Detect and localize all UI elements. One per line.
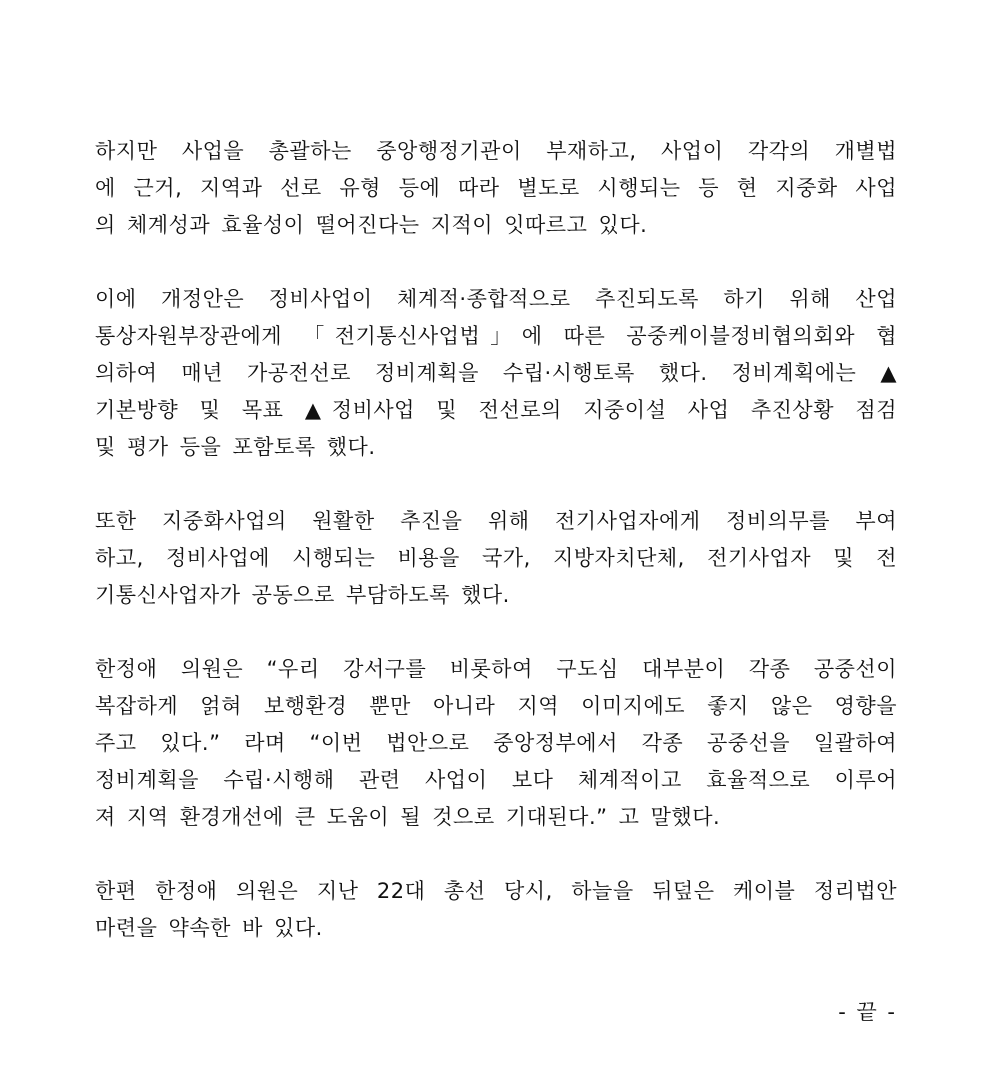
paragraph-line: 의 체계성과 효율성이 떨어진다는 지적이 잇따르고 있다.	[95, 213, 648, 237]
paragraph-line: 이에 개정안은 정비사업이 체계적·종합적으로 추진되도록 하기 위해 산업	[95, 287, 897, 311]
paragraph-line: 또한 지중화사업의 원활한 추진을 위해 전기사업자에게 정비의무를 부여	[95, 509, 897, 533]
end-mark: - 끝 -	[838, 1000, 897, 1024]
paragraph-2	[95, 281, 897, 466]
paragraph-line: 마련을 약속한 바 있다.	[95, 916, 323, 940]
paragraph-5	[95, 873, 897, 947]
paragraph-line: 하고, 정비사업에 시행되는 비용을 국가, 지방자치단체, 전기사업자 및 전	[95, 546, 897, 570]
paragraph-line: 복잡하게 얽혀 보행환경 뿐만 아니라 지역 이미지에도 좋지 않은 영향을	[95, 694, 897, 718]
paragraph-line: 한편 한정애 의원은 지난 22대 총선 당시, 하늘을 뒤덮은 케이블 정리법안	[95, 879, 897, 903]
paragraph-line: 기본방향 및 목표 ▲정비사업 및 전선로의 지중이설 사업 추진상황 점검	[95, 398, 897, 422]
paragraph-line: 및 평가 등을 포함토록 했다.	[95, 435, 376, 459]
paragraph-line: 한정애 의원은 “우리 강서구를 비롯하여 구도심 대부분이 각종 공중선이	[95, 657, 897, 681]
paragraph-3	[95, 503, 897, 614]
paragraph-line: 져 지역 환경개선에 큰 도움이 될 것으로 기대된다.” 고 말했다.	[95, 805, 721, 829]
paragraph-1	[95, 133, 897, 244]
paragraph-4	[95, 651, 897, 836]
paragraph-line: 하지만 사업을 총괄하는 중앙행정기관이 부재하고, 사업이 각각의 개별법	[95, 139, 897, 163]
paragraph-line: 정비계획을 수립·시행해 관련 사업이 보다 체계적이고 효율적으로 이루어	[95, 768, 897, 792]
paragraph-line: 주고 있다.” 라며 “이번 법안으로 중앙정부에서 각종 공중선을 일괄하여	[95, 731, 897, 755]
paragraph-line: 의하여 매년 가공전선로 정비계획을 수립·시행토록 했다. 정비계획에는 ▲	[95, 361, 897, 385]
paragraph-line: 통상자원부장관에게 「전기통신사업법」에 따른 공중케이블정비협의회와 협	[95, 324, 897, 348]
paragraph-line: 에 근거, 지역과 선로 유형 등에 따라 별도로 시행되는 등 현 지중화 사업	[95, 176, 897, 200]
document-body	[95, 133, 897, 984]
paragraph-line: 기통신사업자가 공동으로 부담하도록 했다.	[95, 583, 510, 607]
